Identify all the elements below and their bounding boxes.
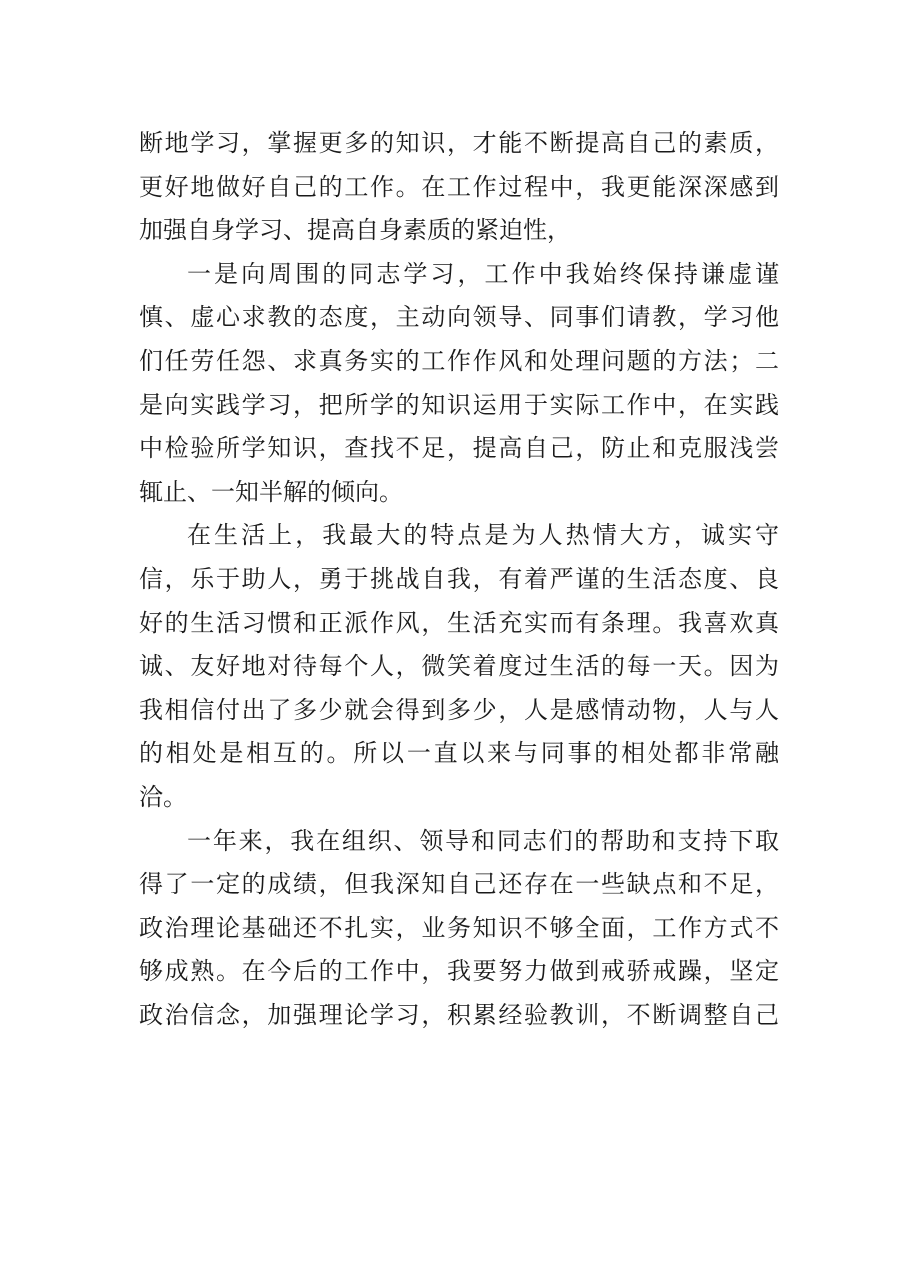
- text-line: 洽。: [139, 782, 187, 811]
- paragraph-first-line: 一年来，我在组织、领导和同志们的帮助和支持下取: [187, 826, 779, 855]
- text-line: 是向实践学习，把所学的知识运用于实际工作中，在实践: [139, 390, 779, 419]
- text-line: 够成熟。在今后的工作中，我要努力做到戒骄戒躁，坚定: [139, 957, 779, 986]
- text-line: 更好地做好自己的工作。在工作过程中，我更能深深感到: [139, 172, 779, 201]
- text-line: 得了一定的成绩，但我深知自己还存在一些缺点和不足，: [139, 870, 779, 899]
- text-line: 信，乐于助人，勇于挑战自我，有着严谨的生活态度、良: [139, 564, 779, 593]
- text-line: 诚、友好地对待每个人，微笑着度过生活的每一天。因为: [139, 652, 779, 681]
- body-text: [139, 122, 779, 1037]
- text-line: 的相处是相互的。所以一直以来与同事的相处都非常融: [139, 739, 779, 768]
- text-line: 加强自身学习、提高自身素质的紧迫性，: [139, 216, 571, 245]
- text-line: 慎、虚心求教的态度，主动向领导、同事们请教，学习他: [139, 303, 779, 332]
- text-line: 中检验所学知识，查找不足，提高自己，防止和克服浅尝: [139, 434, 779, 463]
- text-line: 断地学习，掌握更多的知识，才能不断提高自己的素质，: [139, 129, 779, 157]
- text-line: 政治理论基础还不扎实，业务知识不够全面，工作方式不: [139, 913, 779, 942]
- paragraph-first-line: 一是向周围的同志学习，工作中我始终保持谦虚谨: [187, 259, 779, 288]
- text-line: 们任劳任怨、求真务实的工作作风和处理问题的方法；二: [139, 346, 779, 375]
- text-line: 政治信念，加强理论学习，积累经验教训，不断调整自己: [139, 1000, 779, 1029]
- text-line: 我相信付出了多少就会得到多少，人是感情动物，人与人: [139, 695, 779, 724]
- paragraph-first-line: 在生活上，我最大的特点是为人热情大方，诚实守: [187, 521, 779, 550]
- text-line: 辄止、一知半解的倾向。: [139, 477, 403, 506]
- text-line: 好的生活习惯和正派作风，生活充实而有条理。我喜欢真: [139, 608, 779, 637]
